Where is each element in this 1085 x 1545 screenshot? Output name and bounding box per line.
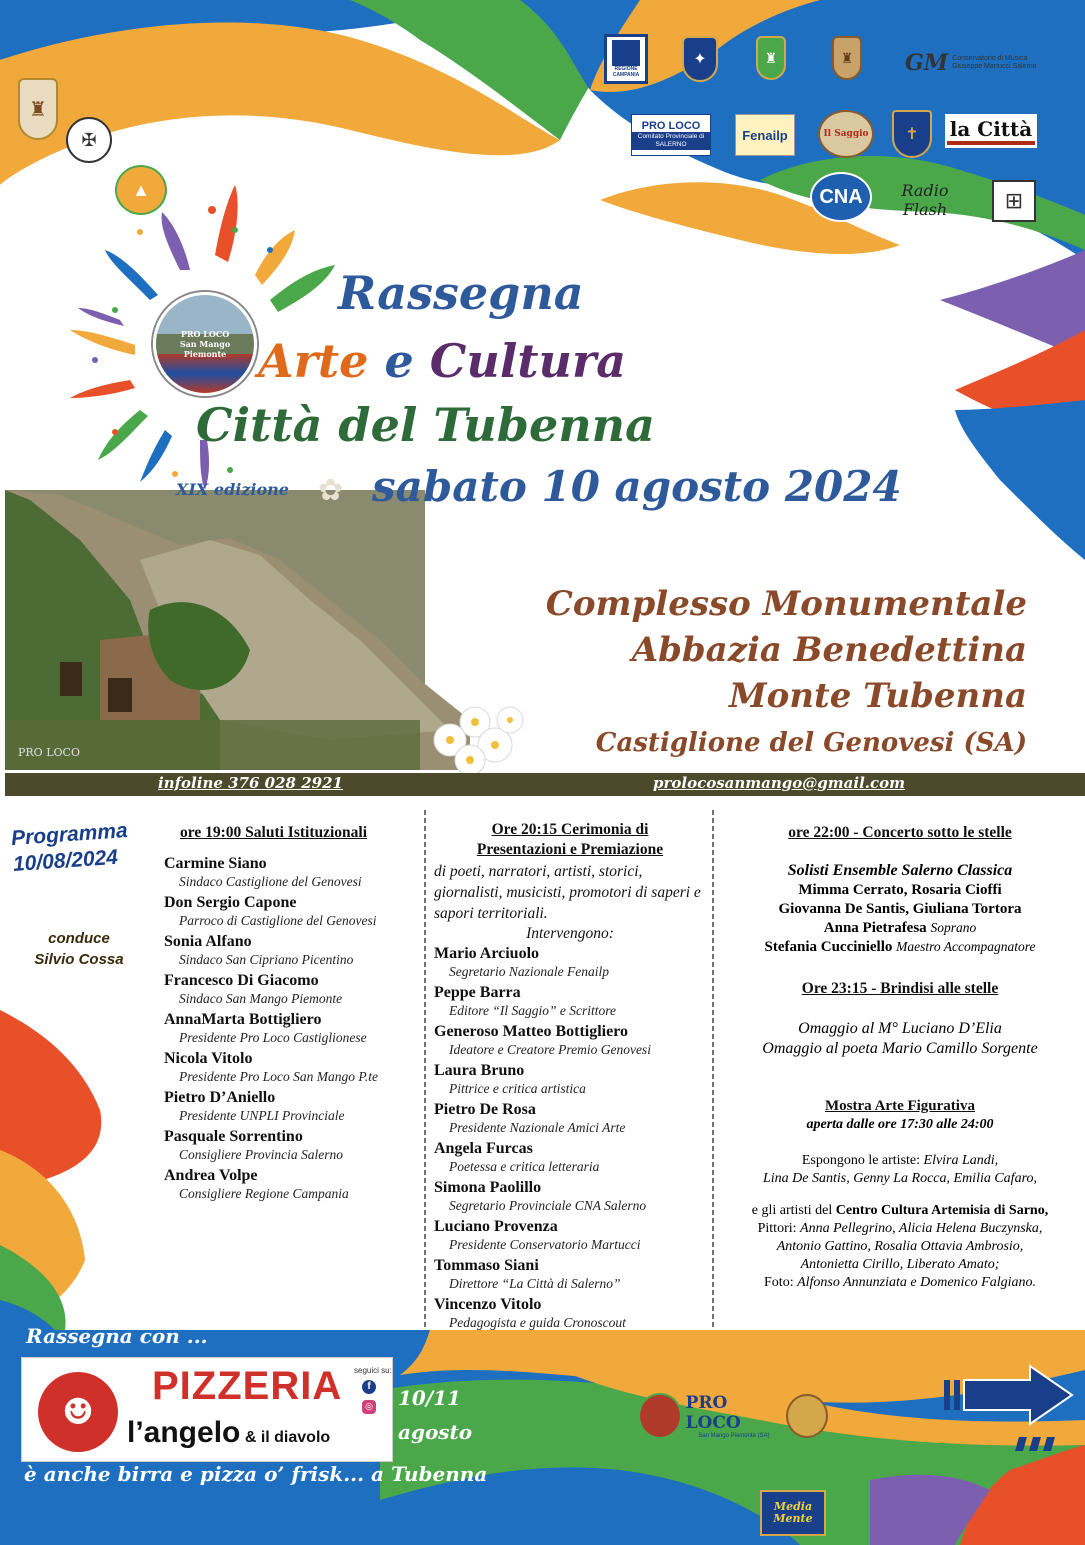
person-name: Peppe Barra (434, 984, 521, 1001)
person-role: Segretario Nazionale Fenailp (449, 964, 609, 979)
maestro-name: Stefania Cucciniello (764, 939, 893, 955)
person-name: Andrea Volpe (164, 1167, 258, 1184)
pizzeria-date-2: agosto (398, 1420, 473, 1444)
crest-icon: ♜ (29, 98, 47, 121)
person-role: Pittrice e critica artistica (449, 1081, 586, 1096)
radio-flash-label: Radio Flash (901, 181, 949, 219)
archangel-seal-logo (66, 117, 112, 163)
proloco-seal-icon (786, 1394, 828, 1438)
facebook-icon[interactable]: f (362, 1380, 376, 1394)
fenailp-logo (735, 114, 795, 156)
pizzeria-date-1: 10/11 (398, 1386, 461, 1410)
person-name: Pietro D’Aniello (164, 1089, 276, 1106)
fenailp-label: Fenailp (742, 127, 788, 143)
gli-artisti-label: e gli artisti del (751, 1203, 833, 1218)
angelo-diavolo-logo (127, 1416, 330, 1450)
person-name: Tommaso Siani (434, 1257, 539, 1274)
premiazione-heading-1: Ore 20:15 Cerimonia di (491, 821, 649, 838)
pittori-names3: Antonietta Cirillo, Liberato Amato; (800, 1257, 1000, 1272)
omaggio-2: Omaggio al poeta Mario Camillo Sorgente (762, 1040, 1038, 1057)
person-entry (434, 1061, 706, 1097)
foto-line (722, 1275, 1078, 1291)
person-role: Poetessa e critica letteraria (449, 1159, 600, 1174)
person-role: Sindaco San Mango Piemonte (179, 991, 343, 1006)
person-name: Pasquale Sorrentino (164, 1128, 303, 1145)
espongono-names2: Lina De Santis, Genny La Rocca, Emilia Cafaro, (762, 1171, 1038, 1186)
radio-flash-logo (880, 180, 970, 220)
person-name: Carmine Siano (164, 855, 267, 872)
unpli-top: PRO LOCO (641, 120, 701, 132)
comune-crest-3 (832, 36, 862, 80)
conservatorio-logo (905, 48, 1040, 78)
person-name: Mario Arciuolo (434, 945, 540, 962)
grid-icon: ⊞ (1004, 188, 1024, 213)
title-cultura: Cultura (429, 334, 627, 388)
footer-tagline: è anche birra e pizza o’ frisk... a Tubenna (24, 1462, 488, 1486)
person-role: Sindaco Castiglione del Genovesi (179, 874, 362, 889)
crest-icon: ♜ (764, 49, 778, 66)
person-name: Generoso Matteo Bottigliero (434, 1023, 629, 1040)
person-name: Pietro De Rosa (434, 1101, 536, 1118)
conservatorio-mark: GM (905, 50, 949, 76)
person-role: Consigliere Regione Campania (179, 1186, 349, 1201)
person-name: Laura Bruno (434, 1062, 525, 1079)
foto-label: Foto: (764, 1275, 794, 1290)
pittori-line1 (722, 1221, 1078, 1237)
conduce-name: Silvio Cossa (34, 951, 124, 968)
regione-icon (612, 40, 640, 66)
espongono-names1: Elvira Landi, (923, 1153, 999, 1168)
soprano-name: Anna Pietrafesa (823, 920, 927, 936)
il-diavolo-text: & il diavolo (244, 1429, 331, 1446)
person-role: Presidente UNPLI Provinciale (179, 1108, 345, 1123)
programma-date: 10/08/2024 (12, 845, 119, 877)
mostra-heading: Mostra Arte Figurativa (825, 1098, 975, 1114)
concerto-heading: ore 22:00 - Concerto sotto le stelle (788, 824, 1012, 841)
person-role: Segretario Provinciale CNA Salerno (449, 1198, 647, 1213)
pittori-names2: Antonio Gattino, Rosalia Ottavia Ambrosio, (776, 1239, 1024, 1254)
comune-crest-2 (756, 36, 786, 80)
circle-proloco-label: PRO LOCO (180, 329, 230, 339)
person-entry (434, 1178, 706, 1214)
venue-line4: Castiglione del Genovesi (SA) (595, 728, 1027, 758)
infoline: infoline 376 028 2921 (158, 774, 343, 792)
person-entry (434, 1100, 706, 1136)
proloco-footer-text (686, 1393, 783, 1439)
la-citta-underline (947, 141, 1035, 145)
next-arrow-icon[interactable] (942, 1362, 1076, 1428)
person-name: Luciano Provenza (434, 1218, 558, 1235)
archangel-icon: ✠ (81, 129, 97, 150)
person-role: Presidente Pro Loco Castiglionese (179, 1030, 367, 1045)
il-saggio-label: Il Saggio (823, 129, 869, 139)
person-name: AnnaMarta Bottigliero (164, 1011, 322, 1028)
saluti-list (164, 854, 419, 1202)
ensemble-line1: Mimma Cerrato, Rosaria Cioffi (798, 882, 1002, 898)
regione-campania-logo (604, 34, 648, 84)
proloco-footer-sub: San Mango Piemonte (SA) (698, 1433, 770, 1439)
person-entry (434, 1139, 706, 1175)
person-entry (164, 1088, 419, 1124)
dash-marks-icon (1015, 1437, 1061, 1451)
person-name: Vincenzo Vitolo (434, 1296, 542, 1313)
person-name: Francesco Di Giacomo (164, 972, 319, 989)
unpli-sub: Comitato Provinciale di SALERNO (632, 132, 710, 150)
mostra-hours: aperta dalle ore 17:30 alle 24:00 (806, 1117, 994, 1132)
saluti-heading: ore 19:00 Saluti Istituzionali (180, 824, 368, 841)
person-name: Simona Paolillo (434, 1179, 542, 1196)
rassegna-con-label: Rassegna con ... (26, 1324, 208, 1348)
venue-line1: Complesso Monumentale (545, 584, 1027, 624)
title-rassegna: Rassegna (338, 266, 584, 320)
ensemble-line2: Giovanna De Santis, Giuliana Tortora (778, 901, 1022, 917)
devil-mascot-icon: ☻ (38, 1372, 118, 1452)
ensemble-line3 (722, 920, 1078, 937)
person-entry (164, 893, 419, 929)
cna-label: CNA (819, 185, 863, 208)
artisti-line (722, 1203, 1078, 1219)
espongono-line1 (722, 1153, 1078, 1169)
proloco-castiglionese-logo (115, 165, 167, 215)
cna-logo (810, 172, 872, 222)
person-entry (434, 1256, 706, 1292)
person-role: Editore “Il Saggio” e Scrittore (449, 1003, 616, 1018)
square-logo (992, 180, 1036, 222)
shield-logo (892, 110, 932, 158)
espongono-label: Espongono le artiste: (801, 1153, 921, 1168)
soprano-role: Soprano (930, 920, 977, 935)
circle-san-mango-label: San Mango (179, 339, 231, 349)
person-role: Ideatore e Creatore Premio Genovesi (449, 1042, 651, 1057)
person-role: Parroco di Castiglione del Genovesi (179, 913, 377, 928)
person-role: Presidente Pro Loco San Mango P.te (179, 1069, 378, 1084)
circle-piemonte-label: Piemonte (183, 349, 227, 359)
person-entry (164, 971, 419, 1007)
column-concerto (722, 824, 1078, 1291)
pizzeria-banner (21, 1357, 393, 1462)
pittori-label: Pittori: (757, 1221, 797, 1236)
il-saggio-logo (818, 110, 874, 158)
proloco-footer-title: PRO LOCO (685, 1393, 741, 1433)
person-entry (164, 1049, 419, 1085)
conduce-label: conduce (48, 930, 110, 947)
title-e: e (384, 334, 414, 388)
langelo-text: l’angelo (127, 1416, 241, 1449)
title-arte: Arte (258, 334, 369, 388)
event-date: sabato 10 agosto 2024 (372, 462, 902, 511)
media-mente-label: Media Mente (773, 1500, 813, 1525)
column-saluti (164, 824, 419, 1205)
column-premiazione (434, 821, 706, 1334)
email-link[interactable]: prolocosanmango@gmail.com (653, 774, 906, 792)
photo-proloco-mark: PRO LOCO (18, 746, 80, 759)
person-role: Consigliere Provincia Salerno (179, 1147, 343, 1162)
maestro-role: Maestro Accompagnatore (896, 939, 1036, 954)
proloco-emblem-icon (638, 1393, 682, 1439)
person-name: Angela Furcas (434, 1140, 533, 1157)
person-name: Don Sergio Capone (164, 894, 297, 911)
media-mente-logo (760, 1490, 826, 1536)
programma-label (10, 819, 130, 877)
pizzeria-title: PIZZERIA (152, 1364, 343, 1408)
la-citta-logo (945, 114, 1037, 148)
person-entry (164, 1127, 419, 1163)
mountain-icon: ▲ (132, 179, 150, 200)
person-entry (434, 983, 706, 1019)
regione-label: REGIONE CAMPANIA (612, 66, 640, 78)
comune-crest-1 (682, 36, 718, 82)
person-role: Presidente Nazionale Amici Arte (449, 1120, 626, 1135)
brindisi-heading: Ore 23:15 - Brindisi alle stelle (801, 980, 999, 997)
cross-icon: ✝ (905, 126, 919, 143)
person-entry (164, 932, 419, 968)
conduce-block (14, 930, 144, 968)
proloco-footer-logo (638, 1392, 828, 1440)
venue-line3: Monte Tubenna (729, 676, 1027, 716)
person-role: Sindaco San Cipriano Picentino (179, 952, 354, 967)
intervengono-label: Intervengono: (526, 925, 614, 942)
person-entry (434, 944, 706, 980)
edition-label: XIX edizione (176, 480, 289, 499)
ensemble-line4 (722, 939, 1078, 956)
premiazione-description: di poeti, narratori, artisti, storici, giornalisti, musicisti, promotori di saperi e sapori territoriali. (434, 863, 701, 922)
person-name: Sonia Alfano (164, 933, 252, 950)
foto-names: Alfonso Annunziata e Domenico Falgiano. (797, 1275, 1036, 1290)
person-entry (434, 1295, 706, 1331)
person-role: Pedagogista e guida Cronoscout (449, 1315, 626, 1330)
person-entry (164, 1010, 419, 1046)
castiglione-crest-logo (18, 78, 58, 140)
omaggio-1: Omaggio al M° Luciano D’Elia (798, 1020, 1002, 1037)
person-entry (164, 1166, 419, 1202)
crest-icon: ✦ (693, 51, 707, 68)
venue-line2: Abbazia Benedettina (631, 630, 1027, 670)
crest-icon: ♜ (840, 49, 854, 66)
instagram-icon[interactable]: ◎ (362, 1400, 376, 1414)
conservatorio-label: Conservatorio di Musica Giuseppe Martucci Salerno (952, 55, 1037, 70)
la-citta-label: la Città (949, 117, 1033, 141)
programma-title: Programma (10, 818, 129, 851)
premiazione-list (434, 944, 706, 1331)
person-role: Direttore “La Città di Salerno” (449, 1276, 621, 1291)
pittori-names1: Anna Pellegrino, Alicia Helena Buczynska, (800, 1221, 1043, 1236)
flower-icon: ✿ (318, 473, 344, 508)
centro-name: Centro Cultura Artemisia di Sarno, (835, 1203, 1049, 1218)
premiazione-heading-2: Presentazioni e Premiazione (476, 841, 664, 858)
seguici-label: seguici su: (354, 1366, 392, 1375)
proloco-san-mango-circle-logo (153, 292, 257, 396)
ensemble-name: Solisti Ensemble Salerno Classica (787, 862, 1013, 879)
person-role: Presidente Conservatorio Martucci (449, 1237, 641, 1252)
person-entry (434, 1022, 706, 1058)
person-entry (434, 1217, 706, 1253)
person-name: Nicola Vitolo (164, 1050, 253, 1067)
title-arte-e-cultura (258, 334, 626, 388)
person-entry (164, 854, 419, 890)
unpli-logo (631, 114, 711, 156)
title-citta-del-tubenna: Città del Tubenna (196, 398, 655, 452)
